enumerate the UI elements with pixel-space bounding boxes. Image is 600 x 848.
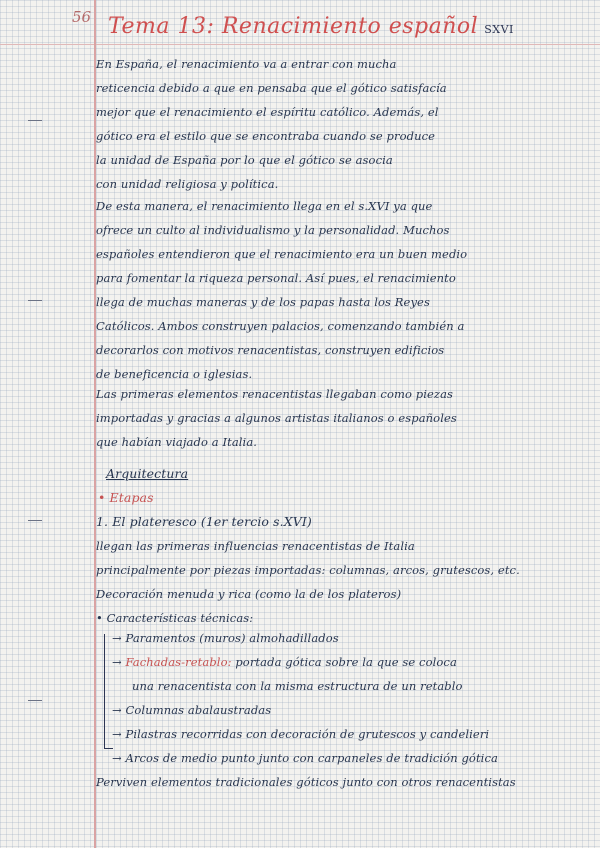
list-item-keyword: Fachadas-retablo: [125,655,232,669]
page-title [108,14,514,39]
text-line: decorarlos con motivos renacentistas, construyen edificios [96,343,445,357]
list-item-text: Arcos de medio punto junto con carpaneles de tradición gótica [125,751,498,765]
text-line: mejor que el renacimiento el espíritu católico. Además, el [96,105,439,119]
hole-punch-mark [28,300,42,301]
list-item: → Columnas abalaustradas [112,703,272,717]
list-item: → Pilastras recorridas con decoración de grutescos y candelieri [112,727,490,741]
text-line: la unidad de España por lo que el gótico se asocia [96,153,393,167]
text-line: gótico era el estilo que se encontraba cuando se produce [96,129,436,143]
text-line: Las primeras elementos renacentistas llegaban como piezas [96,387,454,401]
title-century: SXVI [484,23,514,36]
text-line: con unidad religiosa y política. [96,177,279,191]
text-line: de beneficencia o iglesias. [96,367,253,381]
list-item-text: Paramentos (muros) almohadillados [125,631,339,645]
text-line: ofrece un culto al individualismo y la personalidad. Muchos [96,223,450,237]
list-item: → Fachadas-retablo: portada gótica sobre la que se coloca [112,655,457,669]
header-rule [0,44,600,45]
list-item: → Arcos de medio punto junto con carpaneles de tradición gótica [112,751,498,765]
text-line: llegan las primeras influencias renacentistas de Italia [96,539,415,553]
text-line: llega de muchas maneras y de los papas hasta los Reyes [96,295,430,309]
hole-punch-mark [28,120,42,121]
stage-heading: 1. El plateresco (1er tercio s.XVI) [96,514,312,529]
hole-punch-mark [28,520,42,521]
page-number: 56 [72,8,92,26]
text-line: principalmente por piezas importadas: columnas, arcos, grutescos, etc. [96,563,520,577]
subheading-caracteristicas: • Características técnicas: [96,611,254,625]
text-line: reticencia debido a que en pensaba que el gótico satisfacía [96,81,447,95]
section-heading: Arquitectura [106,466,189,481]
list-item-text: portada gótica sobre la que se coloca [231,655,457,669]
subheading-etapas: • Etapas [98,490,154,505]
list-item: → Paramentos (muros) almohadillados [112,631,339,645]
text-line: Decoración menuda y rica (como la de los plateros) [96,587,402,601]
text-line: De esta manera, el renacimiento llega en el s.XVI ya que [96,199,433,213]
text-line: importadas y gracias a algunos artistas italianos o españoles [96,411,457,425]
text-line: En España, el renacimiento va a entrar con mucha [96,57,397,71]
text-line: para fomentar la riqueza personal. Así pues, el renacimiento [96,271,456,285]
hole-punch-mark [28,700,42,701]
list-item-text: Columnas abalaustradas [125,703,272,717]
text-line: Católicos. Ambos construyen palacios, comenzando también a [96,319,465,333]
list-item-text: Pilastras recorridas con decoración de grutescos y candelieri [125,727,490,741]
text-line: Perviven elementos tradicionales góticos junto con otros renacentistas [96,775,516,789]
text-line: que habían viajado a Italia. [96,435,258,449]
title-text: Tema 13: Renacimiento español [108,14,479,39]
text-line: españoles entendieron que el renacimiento era un buen medio [96,247,468,261]
list-item-continued: una renacentista con la misma estructura de un retablo [132,679,463,693]
